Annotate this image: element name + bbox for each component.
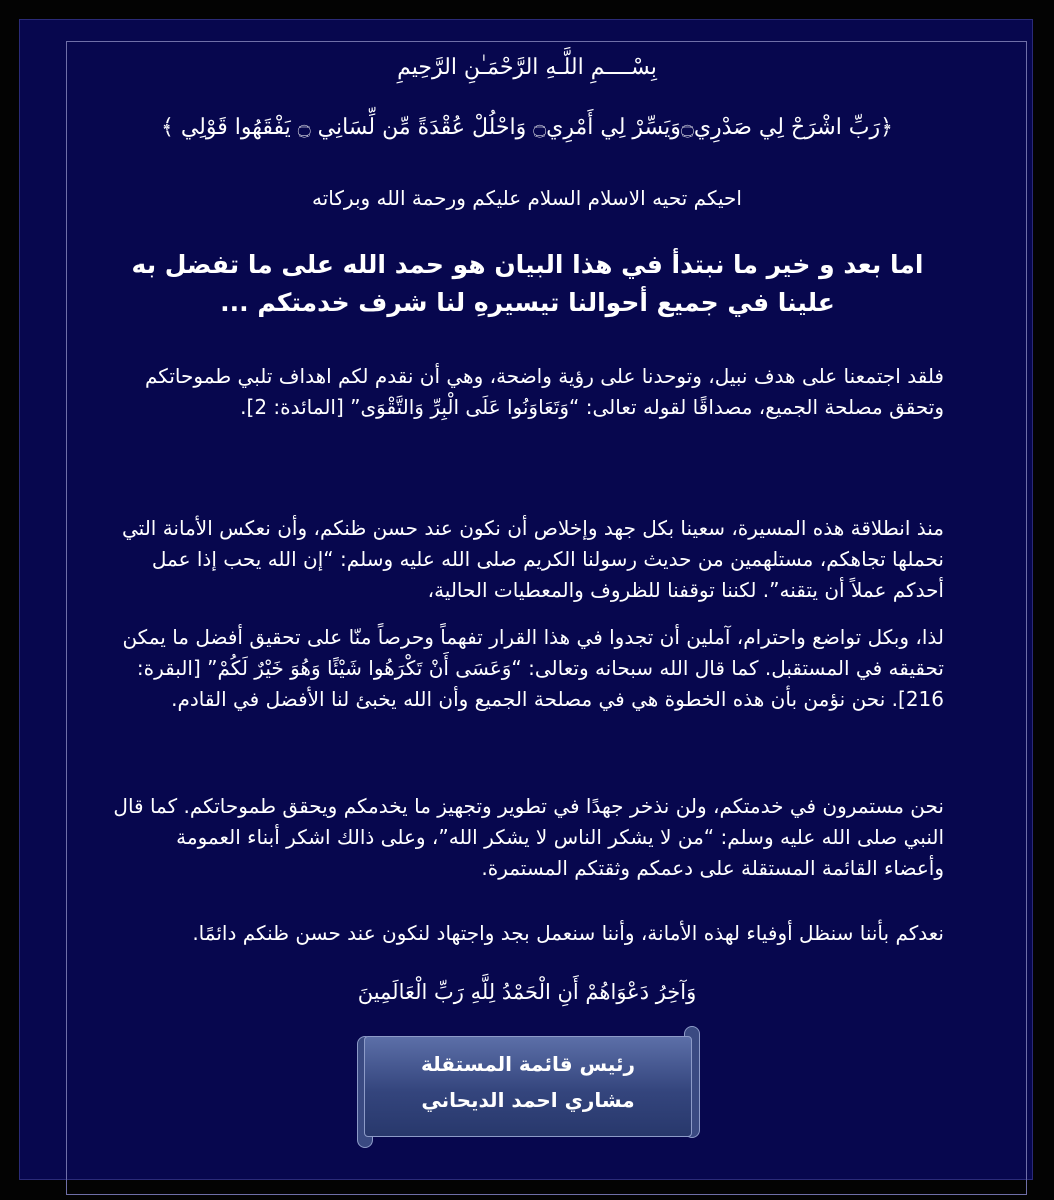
greeting: احيكم تحيه الاسلام السلام عليكم ورحمة الله وبركاته xyxy=(312,186,742,210)
paragraph-1: فلقد اجتمعنا على هدف نبيل، وتوحدنا على رؤية واضحة، وهي أن نقدم لكم اهداف تلبي طموحاتكم وتحقق مصلحة الجميع، مصداقًا لقوله تعالى: “وَتَعَاوَنُوا عَلَى الْبِرِّ وَالتَّقْوَى” [المائدة: 2]. xyxy=(145,364,944,419)
basmala: بِسْــــمِ اللَّـهِ الرَّحْمَـٰنِ الرَّحِيمِ xyxy=(397,55,657,80)
panel-border xyxy=(66,41,1027,1195)
paragraph-2: منذ انطلاقة هذه المسيرة، سعينا بكل جهد وإخلاص أن نكون عند حسن ظنكم، وأن نعكس الأمانة التي نحملها تجاهكم، مستلهمين من حديث رسولنا الكريم صلى الله عليه وسلم: “إن الله يحب إذا عمل أحدكم عملاً أن يتقنه”. لكننا توقفنا للظروف والمعطيات الحالية، xyxy=(121,516,944,602)
paragraph-3: لذا، وبكل تواضع واحترام، آملين أن تجدوا في هذا القرار تفهماً وحرصاً منّا على تحقيق أفضل ما يمكن تحقيقه في المستقبل. كما قال الله سبحانه وتعالى: “وَعَسَى أَنْ تَكْرَهُوا شَيْئًا وَهُوَ خَيْرٌ لَكُمْ” [البقرة: 216]. نحن نؤمن بأن هذه الخطوة هي في مصلحة الجميع وأن الله يخبئ لنا الأفضل في القادم. xyxy=(122,625,944,711)
signature-title: رئيس قائمة المستقلة xyxy=(420,1052,635,1076)
intro-heading: اما بعد و خير ما نبتدأ في هذا البيان هو حمد الله على ما تفضل به علينا في جميع أحوالنا تيسيرهِ لنا شرف خدمتكم ... xyxy=(131,250,924,317)
paragraph-4: نحن مستمرون في خدمتكم، ولن نذخر جهدًا في تطوير وتجهيز ما يخدمكم ويحقق طموحاتكم. كما قال النبي صلى الله عليه وسلم: “من لا يشكر الناس لا يشكر الله”، وعلى ذالك اشكر أبناء العمومة وأعضاء القائمة المستقلة على دعمكم وثقتكم المستمرة. xyxy=(113,794,944,880)
closing-verse: وَآخِرُ دَعْوَاهُمْ أَنِ الْحَمْدُ لِلَّهِ رَبِّ الْعَالَمِينَ xyxy=(357,980,697,1004)
paragraph-5: نعدكم بأننا سنظل أوفياء لهذه الأمانة، وأننا سنعمل بجد واجتهاد لنكون عند حسن ظنكم دائمًا. xyxy=(192,921,944,945)
signature-name: مشاري احمد الديحاني xyxy=(421,1088,635,1112)
quran-verse: ﴿رَبِّ اشْرَحْ لِي صَدْرِي۝وَيَسِّرْ لِي أَمْرِي۝ وَاحْلُلْ عُقْدَةً مِّن لِّسَانِي ۝ يَفْقَهُوا قَوْلِي ﴾ xyxy=(160,115,894,140)
